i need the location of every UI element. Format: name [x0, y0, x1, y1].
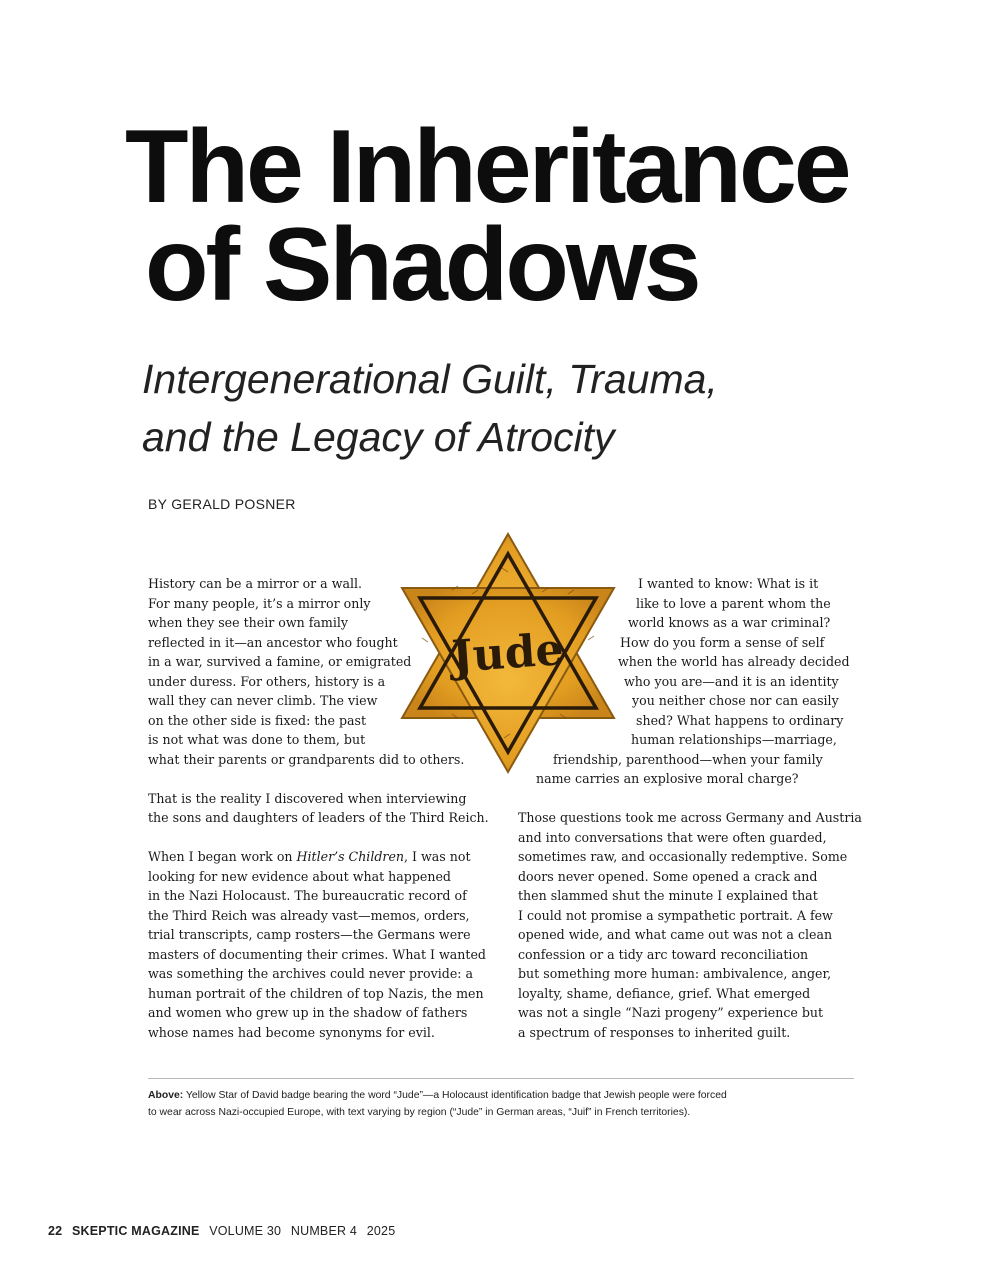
- text-line: That is the reality I discovered when interviewing: [148, 790, 467, 806]
- yellow-star-badge-image: [392, 528, 624, 778]
- text-line: [148, 847, 508, 867]
- text-line: when they see their own family: [148, 615, 349, 630]
- text-line: you neither chose nor can easily: [632, 693, 839, 708]
- left-paragraph-2: [148, 789, 508, 828]
- text-line: what their parents or grandparents did to others.: [148, 751, 465, 767]
- star-badge-word: Jude: [450, 624, 566, 683]
- image-caption: [148, 1087, 854, 1121]
- caption-line-2: to wear across Nazi-occupied Europe, with text varying by region (“Jude” in German areas, “Juif” in French territories).: [148, 1107, 691, 1118]
- text-line: wall they can never climb. The view: [148, 693, 378, 708]
- text-line: when the world has already decided: [618, 654, 850, 669]
- text-line: sometimes raw, and occasionally redemptive. Some: [518, 849, 848, 864]
- text-line: doors never opened. Some opened a crack and: [518, 868, 818, 884]
- magazine-name: SKEPTIC MAGAZINE: [72, 1224, 200, 1238]
- text-line: loyalty, shame, defiance, grief. What emerged: [518, 985, 811, 1001]
- text-line: world knows as a war criminal?: [628, 615, 831, 630]
- text-line: and into conversations that were often guarded,: [518, 829, 827, 845]
- text-line: under duress. For others, history is a: [148, 673, 386, 689]
- text-line: I wanted to know: What is it: [638, 576, 819, 591]
- page-number: 22: [48, 1224, 63, 1238]
- text-line: like to love a parent whom the: [636, 595, 831, 611]
- caption-line-1: [148, 1087, 854, 1104]
- subtitle-line-1: Intergenerational Guilt, Trauma,: [142, 356, 718, 402]
- text-line: History can be a mirror or a wall.: [148, 576, 363, 591]
- text-line: human portrait of the children of top Nazis, the men: [148, 985, 484, 1001]
- text-line: friendship, parenthood—when your family: [553, 751, 823, 767]
- text-line: name carries an explosive moral charge?: [536, 771, 799, 786]
- text-line: confession or a tidy arc toward reconciliation: [518, 946, 809, 962]
- page-footer: [48, 1224, 401, 1238]
- text-line: on the other side is fixed: the past: [148, 712, 367, 728]
- year: 2025: [366, 1224, 396, 1238]
- text-line: is not what was done to them, but: [148, 732, 366, 747]
- text-line: whose names had become synonyms for evil.: [148, 1024, 435, 1040]
- caption-label: Above:: [148, 1090, 184, 1101]
- text-line: in the Nazi Holocaust. The bureaucratic record of: [148, 888, 467, 903]
- article-title: [125, 109, 925, 323]
- text-line: who you are—and it is an identity: [624, 673, 839, 689]
- right-paragraph-2: [518, 808, 868, 1042]
- text-line: then slammed shut the minute I explained that: [518, 888, 818, 903]
- text-line: and women who grew up in the shadow of fathers: [148, 1005, 468, 1020]
- text-line: a spectrum of responses to inherited guilt.: [518, 1024, 791, 1040]
- text-line: reflected in it—an ancestor who fought: [148, 634, 398, 650]
- subtitle-line-2: and the Legacy of Atrocity: [142, 414, 615, 460]
- byline: BY GERALD POSNER: [148, 496, 296, 512]
- title-line-2: of Shadows: [145, 207, 699, 323]
- text-line: was something the archives could never provide: a: [148, 966, 474, 981]
- text-line: looking for new evidence about what happened: [148, 868, 451, 884]
- book-title: Hitler’s Children: [296, 849, 405, 864]
- issue-number: NUMBER 4: [290, 1224, 358, 1238]
- caption-divider: [148, 1078, 854, 1079]
- text-line: in a war, survived a famine, or emigrated: [148, 654, 412, 669]
- text-line: but something more human: ambivalence, anger,: [518, 966, 832, 981]
- article-subtitle: [142, 350, 902, 466]
- text-line: How do you form a sense of self: [620, 634, 825, 650]
- text-line: I could not promise a sympathetic portrait. A few: [518, 907, 833, 923]
- title-line-1: The Inheritance: [125, 109, 849, 225]
- text-line: trial transcripts, camp rosters—the Germans were: [148, 927, 471, 942]
- text-line: Those questions took me across Germany and Austria: [518, 810, 862, 825]
- volume: VOLUME 30: [209, 1224, 282, 1238]
- text-line: opened wide, and what came out was not a clean: [518, 927, 833, 942]
- left-paragraph-3: [148, 847, 508, 1042]
- text-line: human relationships—marriage,: [631, 732, 837, 747]
- text-line: the sons and daughters of leaders of the Third Reich.: [148, 810, 489, 825]
- caption-text: Yellow Star of David badge bearing the word “Jude”—a Holocaust identification badge that Jewish people were forced: [183, 1090, 727, 1101]
- text-line: masters of documenting their crimes. What I wanted: [148, 946, 486, 962]
- text-line: the Third Reich was already vast—memos, orders,: [148, 907, 470, 923]
- text-line: shed? What happens to ordinary: [636, 712, 844, 728]
- text-fragment: , I was not: [404, 849, 471, 864]
- text-line: was not a single “Nazi progeny” experience but: [518, 1005, 824, 1020]
- text-fragment: When I began work on: [148, 849, 297, 864]
- text-line: For many people, it’s a mirror only: [148, 595, 371, 611]
